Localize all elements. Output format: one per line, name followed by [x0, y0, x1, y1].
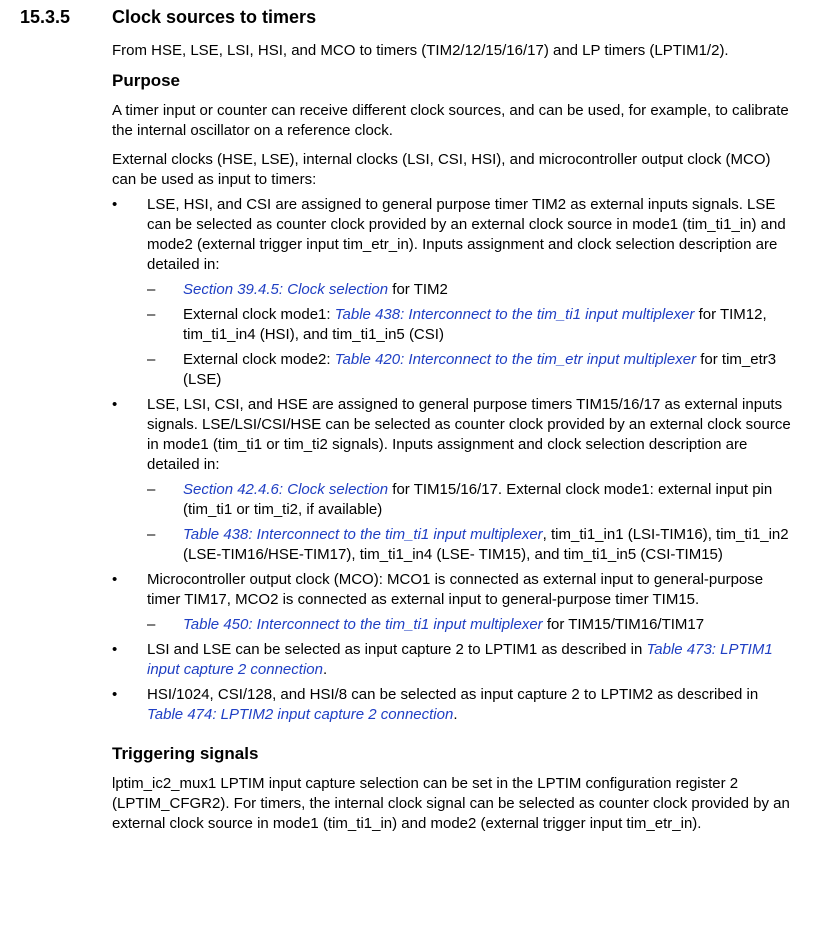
sub-list: [147, 480, 792, 565]
sub-list-item-text: External clock mode1:: [183, 306, 335, 323]
section-body: [112, 41, 792, 843]
table-438-link[interactable]: Table 438: Interconnect to the tim_ti1 input multiplexer: [183, 526, 543, 543]
bullet-icon: •: [112, 571, 118, 588]
sub-list-item: [147, 305, 792, 345]
list-item-text: LSI and LSE can be selected as input capture 2 to LPTIM1 as described in: [147, 641, 647, 658]
sub-list-item: [147, 350, 792, 390]
list-item: [112, 395, 792, 565]
sub-list-item-text: for TIM15/16/17. External clock mode1: external input pin (tim_ti1 or tim_ti2, if available): [183, 481, 773, 518]
section-number: 15.3.5: [20, 7, 71, 27]
table-474-link[interactable]: Table 474: LPTIM2 input capture 2 connection: [147, 706, 454, 723]
sub-list-item-text: External clock mode2:: [183, 351, 335, 368]
triggering-paragraph: lptim_ic2_mux1 LPTIM input capture selection can be set in the LPTIM configuration register 2 (LPTIM_CFGR2). For timers, the internal clock signal can be selected as counter clock provided by an external clock source in mode1 (tim_ti1_in) and mode2 (external trigger input tim_etr_in).: [112, 775, 790, 832]
section-intro: From HSE, LSE, LSI, HSI, and MCO to timers (TIM2/12/15/16/17) and LP timers (LPTIM1/2).: [112, 42, 729, 59]
dash-icon: –: [147, 351, 156, 368]
list-item-text: LSE, HSI, and CSI are assigned to general purpose timer TIM2 as external inputs signals. LSE can be selected as counter clock provided by an external clock source in mode1 (tim_ti1_in) and mode2 (external trigger input tim_etr_in). Inputs assignment and clock selection description are detailed in:: [147, 196, 786, 273]
table-450-link[interactable]: Table 450: Interconnect to the tim_ti1 input multiplexer: [183, 616, 543, 633]
purpose-paragraph-2: External clocks (HSE, LSE), internal clocks (LSI, CSI, HSI), and microcontroller output clock (MCO) can be used as input to timers:: [112, 151, 771, 188]
clock-source-list: [112, 195, 792, 725]
dash-icon: –: [147, 306, 156, 323]
list-item-text: .: [322, 661, 328, 678]
table-473-link[interactable]: Table 473: LPTIM1 input capture 2 connection: [147, 641, 773, 678]
dash-icon: –: [147, 526, 156, 543]
dash-icon: –: [147, 281, 156, 298]
sub-list-item: [147, 280, 792, 300]
list-item: [112, 195, 792, 390]
dash-icon: –: [147, 616, 156, 633]
dash-icon: –: [147, 481, 156, 498]
list-item: [112, 640, 792, 680]
list-item-text: HSI/1024, CSI/128, and HSI/8 can be selected as input capture 2 to LPTIM2 as described in: [147, 686, 759, 703]
sub-list: [147, 280, 792, 390]
sub-list-item-text: , tim_ti1_in1 (LSI-TIM16), tim_ti1_in2 (LSE-TIM16/HSE-TIM17), tim_ti1_in4 (LSE- TIM15), and tim_ti1_in5 (CSI-TIM15): [183, 526, 789, 563]
section-39-4-5-link[interactable]: Section 39.4.5: Clock selection: [183, 281, 389, 298]
purpose-paragraph-1: A timer input or counter can receive different clock sources, and can be used, for example, to calibrate the internal oscillator on a reference clock.: [112, 102, 789, 139]
sub-list-item-text: for TIM12, tim_ti1_in4 (HSI), and tim_ti1_in5 (CSI): [183, 306, 767, 343]
sub-list: [147, 615, 792, 635]
triggering-signals-heading: Triggering signals: [112, 744, 259, 763]
purpose-heading: Purpose: [112, 71, 181, 90]
section-42-4-6-link[interactable]: Section 42.4.6: Clock selection: [183, 481, 389, 498]
bullet-icon: •: [112, 686, 118, 703]
bullet-icon: •: [112, 641, 118, 658]
sub-list-item: [147, 615, 792, 635]
section-title: Clock sources to timers: [112, 7, 317, 27]
list-item-text: LSE, LSI, CSI, and HSE are assigned to general purpose timers TIM15/16/17 as external inputs signals. LSE/LSI/CSI/HSE can be selected as counter clock provided by an external clock source in mode1 (tim_ti1 or tim_ti2 signals). Inputs assignment and clock selection description are detailed in:: [147, 396, 791, 473]
list-item: [112, 685, 792, 725]
table-438-link[interactable]: Table 438: Interconnect to the tim_ti1 input multiplexer: [334, 306, 695, 323]
list-item-text: .: [453, 706, 458, 723]
sub-list-item-text: for TIM2: [388, 281, 448, 298]
bullet-icon: •: [112, 396, 118, 413]
list-item-text: Microcontroller output clock (MCO): MCO1 is connected as external input to general-purpose timer TIM17, MCO2 is connected as external input to general-purpose timer TIM15.: [147, 571, 764, 608]
sub-list-item: [147, 480, 792, 520]
sub-list-item-text: for TIM15/TIM16/TIM17: [542, 616, 705, 633]
sub-list-item: [147, 525, 792, 565]
sub-list-item-text: for tim_etr3 (LSE): [183, 351, 777, 388]
table-420-link[interactable]: Table 420: Interconnect to the tim_etr input multiplexer: [334, 351, 697, 368]
bullet-icon: •: [112, 196, 118, 213]
list-item: [112, 570, 792, 635]
